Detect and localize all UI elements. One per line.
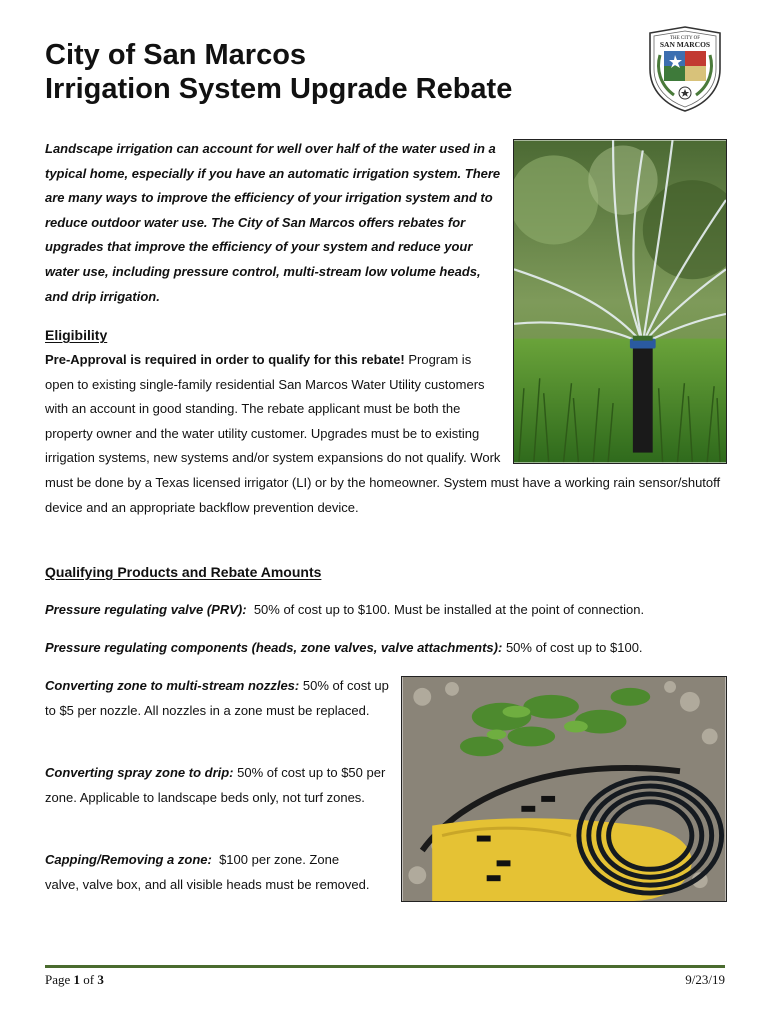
footer-of-word: of xyxy=(83,972,95,987)
product-label: Pressure regulating valve (PRV): xyxy=(45,602,247,617)
intro-paragraph: Landscape irrigation can account for well over half of the water used in a typical home, especially if you have an automatic irrigation system. There are many ways to improve the efficiency of your irrigation system and to reduce outdoor water use. The City of San Marcos offers rebates for upgrades that improve the efficiency of your system and reduce your water use, including pressure control, multi-stream low volume heads, and drip irrigation. xyxy=(45,141,501,304)
product-text: $100 per zone. Zone valve, valve box, and all visible heads must be removed. xyxy=(45,852,370,892)
product-item-multistream xyxy=(45,674,390,723)
image-wrap-spacer xyxy=(503,348,725,454)
title-line-1: City of San Marcos xyxy=(45,39,307,71)
eligibility-heading: Eligibility xyxy=(45,327,108,343)
products-heading: Qualifying Products and Rebate Amounts xyxy=(45,564,322,580)
page-title xyxy=(45,38,512,106)
product-item-capping xyxy=(45,848,370,897)
product-label: Converting spray zone to drip: xyxy=(45,765,234,780)
product-text: 50% of cost up to $100. xyxy=(505,640,643,655)
seal-text-top: THE CITY OF xyxy=(669,36,701,41)
footer-page-number xyxy=(45,972,104,988)
eligibility-text: Pre-Approval is required in order to qualify for this rebate! Program is open to existing single-family residential San Marcos Water Utility customers with an account in good standing. The rebate applicant must be both the property owner and the water utility customer. Upgrades must be to existing irrigation systems, new systems and/or system expansions do not qualify. Work must be done by a Texas licensed irrigator (LI) or by the homeowner. System must have a working rain sensor/shutoff device and an appropriate backflow prevention device. xyxy=(45,348,725,520)
seal-text-main: SAN MARCOS xyxy=(659,40,711,49)
eligibility-lead-inline: Pre-Approval is required in order to qualify for this rebate! xyxy=(45,352,409,367)
product-text: 50% of cost up to $5 per nozzle. All nozzles in a zone must be replaced. xyxy=(45,678,389,718)
product-text: 50% of cost up to $50 per zone. Applicable to landscape beds only, not turf zones. xyxy=(45,765,386,805)
product-label: Capping/Removing a zone: xyxy=(45,852,212,867)
product-item-drip xyxy=(45,761,390,810)
product-label: Converting zone to multi-stream nozzles: xyxy=(45,678,300,693)
product-text: 50% of cost up to $100. Must be installed at the point of connection. xyxy=(253,602,645,617)
title-line-2: Irrigation System Upgrade Rebate xyxy=(45,73,513,105)
footer-page-current: 1 xyxy=(73,972,81,987)
footer-date: 9/23/19 xyxy=(685,972,725,987)
footer-page-word: Page xyxy=(45,972,71,987)
product-item-components xyxy=(45,636,725,661)
product-item-prv xyxy=(45,598,725,623)
footer-page-total: 3 xyxy=(97,972,104,987)
footer-divider xyxy=(45,965,725,968)
city-seal-icon xyxy=(646,25,724,113)
product-label: Pressure regulating components (heads, zone valves, valve attachments): xyxy=(45,640,503,655)
drip-irrigation-photo-icon xyxy=(401,676,727,902)
